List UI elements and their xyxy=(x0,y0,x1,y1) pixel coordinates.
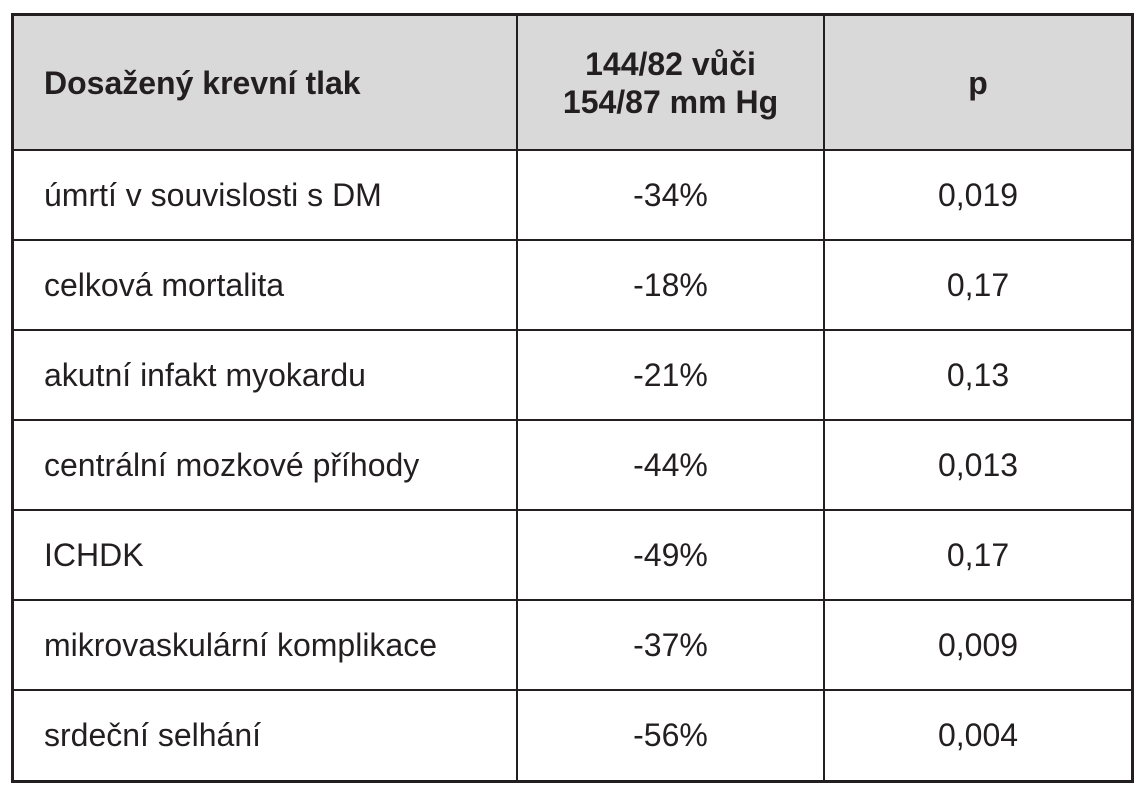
header-row xyxy=(14,16,1131,150)
header-blood-pressure: Dosažený krevní tlak xyxy=(14,16,517,150)
p-value-cell: 0,009 xyxy=(824,600,1131,690)
p-value-cell: 0,004 xyxy=(824,690,1131,780)
p-value-cell: 0,17 xyxy=(824,240,1131,330)
outcome-cell: celková mortalita xyxy=(14,240,517,330)
change-cell: -56% xyxy=(517,690,824,780)
table-row xyxy=(14,690,1131,780)
table-row xyxy=(14,240,1131,330)
outcome-cell: úmrtí v souvislosti s DM xyxy=(14,150,517,240)
outcome-cell: srdeční selhání xyxy=(14,690,517,780)
table-row xyxy=(14,600,1131,690)
header-bp-comparison-line2: 154/87 mm Hg xyxy=(562,83,779,120)
header-p-value: p xyxy=(824,16,1131,150)
table-row xyxy=(14,510,1131,600)
change-cell: -44% xyxy=(517,420,824,510)
outcome-cell: akutní infakt myokardu xyxy=(14,330,517,420)
change-cell: -37% xyxy=(517,600,824,690)
change-cell: -49% xyxy=(517,510,824,600)
table-row xyxy=(14,420,1131,510)
table-row xyxy=(14,330,1131,420)
change-cell: -18% xyxy=(517,240,824,330)
outcome-cell: mikrovaskulární komplikace xyxy=(14,600,517,690)
table-body xyxy=(14,150,1131,780)
outcome-cell: ICHDK xyxy=(14,510,517,600)
header-bp-comparison xyxy=(517,16,824,150)
p-value-cell: 0,13 xyxy=(824,330,1131,420)
header-bp-comparison-line1: 144/82 vůči xyxy=(585,45,756,82)
table-row xyxy=(14,150,1131,240)
p-value-cell: 0,17 xyxy=(824,510,1131,600)
p-value-cell: 0,019 xyxy=(824,150,1131,240)
change-cell: -21% xyxy=(517,330,824,420)
p-value-cell: 0,013 xyxy=(824,420,1131,510)
results-table-frame xyxy=(11,13,1134,783)
change-cell: -34% xyxy=(517,150,824,240)
table-header xyxy=(14,16,1131,150)
outcome-cell: centrální mozkové příhody xyxy=(14,420,517,510)
results-table xyxy=(14,16,1131,780)
